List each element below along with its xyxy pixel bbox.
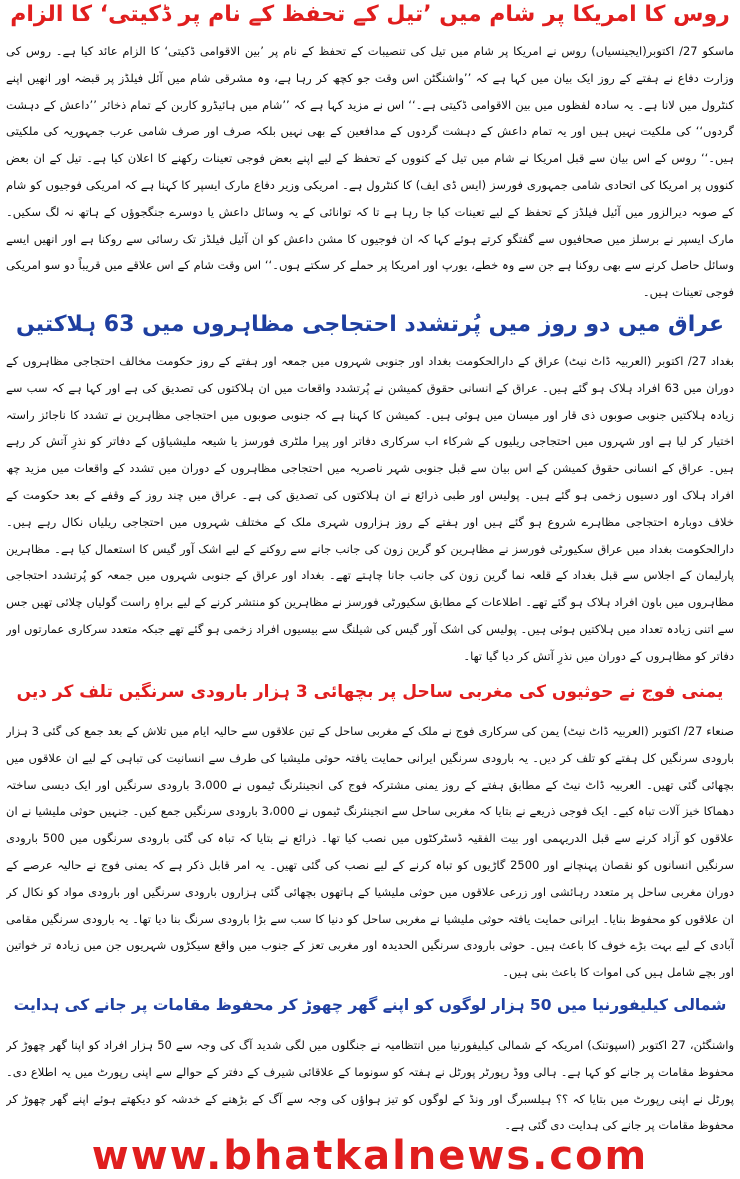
headline-california-evacuation: شمالی کیلیفورنیا میں 50 ہزار لوگوں کو اپنے گھر چھوڑ کر محفوظ مقامات پر جانے کی ہدایت [13, 996, 727, 1014]
article-body-california-evacuation: واشنگٹن، 27 اکتوبر (اسپوتنک) امریکہ کے شمالی کیلیفورنیا میں انتظامیہ نے جنگلوں میں لگی شدید آگ کی وجہ سے 50 ہزار افراد کو اپنا گھر چھوڑ کر محفوظ مقامات پر جانے کو کہا ہے۔ ہالی ووڈ رپورٹر پورٹل نے ہفتہ کو سونوما کے علاقائی شیرف کے دفتر کے حوالے سے اپنی رپورٹ میں یہ اطلاع دی۔ پورٹل نے اپنی رپورٹ میں بتایا کہ ؟؟ ہیلسبرگ اور ونڈ کے لوگوں کو تیز ہواؤں کی وجہ سے آگ کے بڑھنے کے خدشہ کو دیکھتے ہوئے اپنے گھر چھوڑ کر محفوظ مقامات پر جانے کی ہدایت دی گئی ہے۔ [6, 1038, 734, 1133]
headline-iraq-protests: عراق میں دو روز میں پُرتشدد احتجاجی مظاہروں میں 63 ہلاکتیں [15, 312, 724, 337]
article-body-iraq-protests: بغداد 27/ اکتوبر (العربیہ ڈاٹ نیٹ) عراق کے دارالحکومت بغداد اور جنوبی شہروں میں جمعہ اور ہفتے کے روز حکومت مخالف احتجاجی مظاہروں کے دوران میں 63 افراد ہلاک ہو گئے ہیں۔ عراق کے انسانی حقوق کمیشن نے پُرتشدد واقعات میں ان ہلاکتوں کی تصدیق کی ہے اور کہا ہے کہ سب سے زیادہ ہلاکتیں جنوبی صوبوں ذی قار اور میسان میں ہوئی ہیں۔ کمیشن کا کہنا ہے کہ جنوبی صوبوں میں احتجاجی مظاہرین نے تشدد کا ناجائز راستہ اختیار کر لیا ہے اور شہروں میں احتجاجی ریلیوں کے شرکاء اب سرکاری دفاتر اور پیرا ملٹری فورسز یا شیعہ ملیشیاؤں کے دفاتر کو نذرِ آتش کر رہے ہیں۔ عراق کے انسانی حقوق کمیشن کے اس بیان سے قبل جنوبی شہر ناصریہ میں احتجاجی مظاہروں کے دوران میں تشدد کے واقعات میں مزید چھ افراد ہلاک اور دسیوں زخمی ہو گئے ہیں۔ پولیس اور طبی ذرائع نے ان ہلاکتوں کی تصدیق کی ہے۔ عراق میں چند روز کے وقفے کے بعد حکومت کے خلاف دوبارہ احتجاجی مظاہرے شروع ہو گئے ہیں اور ہفتے کے روز ہزاروں شہری ملک کے مختلف شہروں میں احتجاجی ریلیاں نکال رہے ہیں۔ دارالحکومت بغداد میں عراق سکیورٹی فورسز نے مظاہرین کو گرین زون کی جانب جانے سے روکنے کے لیے اشک آور گیس کا استعمال کیا ہے۔ مظاہرین پارلیمان کے اجلاس سے قبل بغداد کے قلعہ نما گرین زون کی جانب جانا چاہتے تھے۔ بغداد اور عراق کے جنوبی شہروں میں جمعہ کو پُرتشدد احتجاجی مظاہروں میں باون افراد ہلاک ہو گئے تھے۔ اطلاعات کے مطابق سکیورٹی فورسز نے مظاہرین کو منتشر کرنے کے لیے براہِ راست گولیاں چلائی تھیں جس سے اتنی زیادہ تعداد میں ہلاکتیں ہوئی ہیں۔ پولیس کی اشک آور گیس کی شیلنگ سے بیسیوں افراد زخمی ہو گئے تھے جبکہ متعدد سرکاری عمارتوں اور دفاتر کو مظاہروں کے دوران میں نذرِ آتش کر دیا گیا تھا۔ [6, 354, 734, 663]
website-watermark: www.bhatkalnews.com [91, 1133, 649, 1179]
headline-russia-syria-oil: روس کا امریکا پر شام میں ’تیل کے تحفظ کے نام پر ڈکیتی‘ کا الزام [10, 2, 730, 27]
article-body-russia-syria-oil: ماسکو 27/ اکتوبر(ایجینسیاں) روس نے امریکا پر شام میں تیل کی تنصیبات کے تحفظ کے نام پر ’بین الاقوامی ڈکیتی‘ کا الزام عائد کیا ہے۔ روس کی وزارت دفاع نے ہفتے کے روز ایک بیان میں کہا ہے کہ ’’واشنگٹن اس وقت جو کچھ کر رہا ہے، وہ مشرقی شام میں آئل فیلڈز پر قبضہ اور انھیں اپنے کنٹرول میں لانا ہے۔ یہ سادہ لفظوں میں بین الاقوامی ڈکیتی ہے۔‘‘ اس نے مزید کہا ہے کہ ’’شام میں ہائیڈرو کاربن کے تمام ذخائر ’’داعش کے دہشت گردوں‘‘ کی ملکیت نہیں ہیں اور یہ تمام داعش کے دہشت گردوں کے مدافعین کے بھی نہیں بلکہ صرف اور صرف شامی عرب جمہوریہ کی ملکیتی ہیں۔‘‘ روس کے اس بیان سے قبل امریکا نے شام میں تیل کے کنووں کے تحفظ کے لیے اپنے بعض فوجی تعینات رکھنے کا اعلان کیا ہے۔ تیل کے ان بعض کنووں پر امریکا کی اتحادی شامی جمہوری فورسز (ایس ڈی ایف) کا کنٹرول ہے۔ امریکی وزیر دفاع مارک ایسپر کا کہنا ہے کہ امریکی فوجیوں کو شام کے صوبہ دیرالزور میں آئیل فیلڈز کے تحفظ کے لیے تعینات کیا جا رہا ہے تا کہ توانائی کے یہ وسائل داعش یا دوسرے جنگجوؤں کے ہاتھ نہ لگ سکیں۔ مارک ایسپر نے برسلز میں صحافیوں سے گفتگو کرتے ہوئے کہا کہ ان فوجیوں کا مشن داعش کو ان آئیل فیلڈز تک رسائی سے روکنا ہے اور انھیں ایسے وسائل حاصل کرنے سے بھی روکنا ہے جن سے وہ خطے، یورپ اور امریکا پر حملے کر سکتے ہوں۔‘‘ اس وقت شام کے اس علاقے میں قریباً دو سو امریکی فوجی تعینات ہیں۔ [6, 44, 734, 300]
article-body-yemen-landmines: صنعاء 27/ اکتوبر (العربیہ ڈاٹ نیٹ) یمن کی سرکاری فوج نے ملک کے مغربی ساحل کے تین علاقوں سے حالیہ ایام میں تلاش کے بعد جمع کی گئی 3 ہزار بارودی سرنگیں کل ہفتے کو تلف کر دیں۔ یہ بارودی سرنگیں ایرانی حمایت یافتہ حوثی ملیشیا کی طرف سے انسانیت کی تباہی کے لیے ان علاقوں میں بچھائی گئی تھیں۔ العربیہ ڈاٹ نیٹ کے مطابق ہفتے کے روز یمنی مشترکہ فوج کی انجینئرنگ ٹیموں نے 3،000 بارودی سرنگیں اور ایک دیسی ساختہ دھماکا خیز آلات تباہ کیے۔ ایک فوجی ذریعے نے بتایا کہ مغربی ساحل سے انجینئرنگ ٹیموں نے 3،000 بارودی سرنگیں جمع کیں۔ جنہیں حوثی ملیشیا نے ان علاقوں کو آزاد کرنے سے قبل الدریہمی اور بیت الفقیہ ڈسٹرکٹوں میں نصب کیا تھا۔ ذرائع نے بتایا کہ تباہ کی گئی بارودی سرنگوں میں 500 بارودی سرنگیں انسانوں کو نقصان پہنچانے اور 2500 گاڑیوں کو تباہ کرنے کے لیے نصب کی گئی تھیں۔ یہ امر قابل ذکر ہے کہ یمنی فوج نے حالیہ عرصے کے دوران مغربی ساحل پر متعدد رہائشی اور زرعی علاقوں میں حوثی ملیشیا کے ہاتھوں بچھائی گئی ہزاروں بارودی سرنگیں اور بارودی مواد کو نکال کر ان علاقوں کو محفوظ بنایا۔ ایرانی حمایت یافتہ حوثی ملیشیا نے مغربی ساحل کو دنیا کا سب سے بڑا بارودی سرنگ بنا دیا تھا۔ یہ بارودی سرنگیں مقامی آبادی کے لیے بہت بڑے خوف کا باعث ہیں۔ حوثی بارودی سرنگیں الحدیدہ اور مغربی تعز کے جنوب میں واقع سیکڑوں شہریوں جن میں زیادہ تر خواتین اور بچے شامل ہیں کی اموات کا باعث بنی ہیں۔ [6, 724, 734, 980]
headline-yemen-landmines: یمنی فوج نے حوثیوں کی مغربی ساحل پر بچھائی 3 ہزار بارودی سرنگیں تلف کر دیں [16, 682, 724, 702]
